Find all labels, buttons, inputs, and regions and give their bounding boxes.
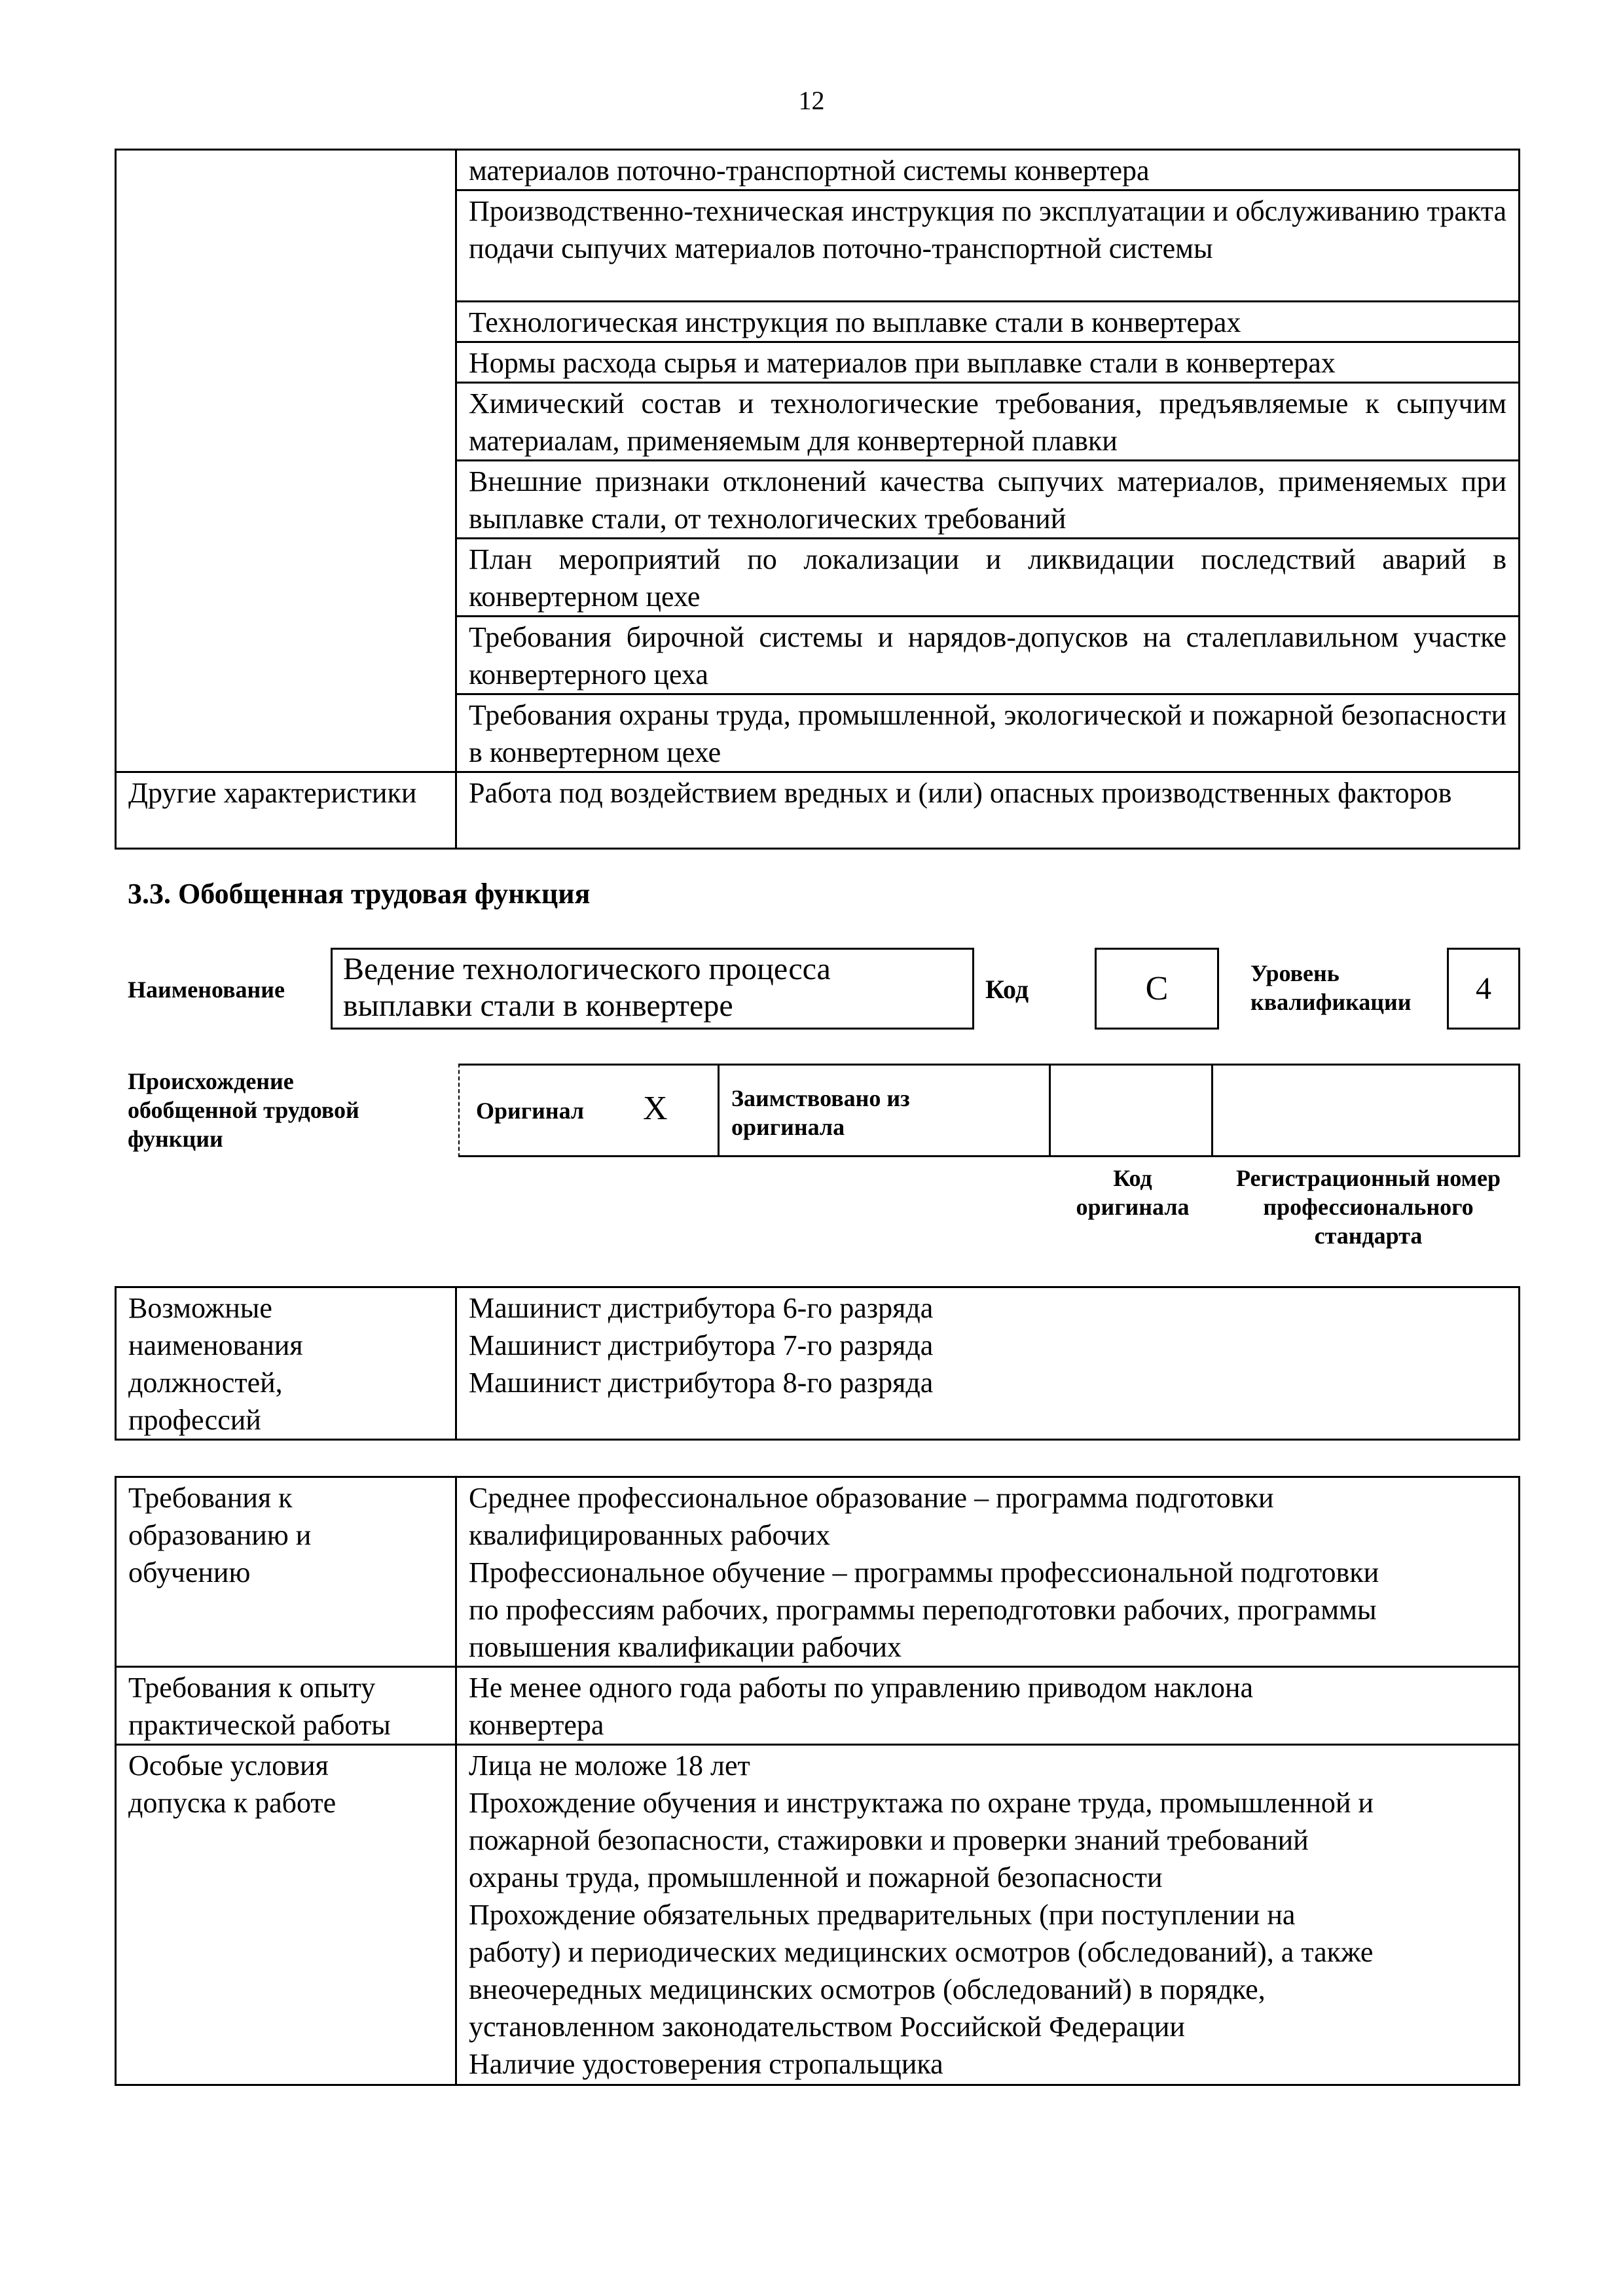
origin-label — [128, 1067, 359, 1153]
table-row: Производственно-техническая инструкция по эксплуатации и обслуживанию тракта подачи сыпучих материалов поточно-транспортной системы — [456, 190, 1520, 302]
positions-label-line: Возможные — [128, 1292, 272, 1324]
experience-label-line: Требования к опыту — [128, 1672, 376, 1704]
conditions-line: работу) и периодических медицинских осмотров (обследований), а также — [469, 1936, 1374, 1968]
borrowed-label-line: Заимствовано из — [731, 1085, 910, 1111]
requirements-table — [115, 1476, 1520, 2086]
conditions-label — [116, 1745, 456, 2085]
conditions-line: Прохождение обязательных предварительных (при поступлении на — [469, 1899, 1296, 1931]
table-row: Требования бирочной системы и нарядов-допусков на сталеплавильном участке конвертерного цеха — [456, 617, 1520, 694]
experience-line: Не менее одного года работы по управлению приводом наклона — [469, 1672, 1254, 1704]
conditions-line: охраны труда, промышленной и пожарной безопасности — [469, 1861, 1163, 1893]
conditions-line: Прохождение обучения и инструктажа по охране труда, промышленной и — [469, 1787, 1374, 1819]
borrowed-label — [731, 1084, 910, 1141]
code-caption — [1048, 1164, 1218, 1221]
conditions-line: установленном законодательством Российской Федерации — [469, 2011, 1185, 2043]
top-table — [115, 149, 1520, 850]
education-line: квалифицированных рабочих — [469, 1519, 830, 1551]
education-label-line: обучению — [128, 1556, 251, 1588]
positions-list — [456, 1287, 1520, 1440]
positions-label — [116, 1287, 456, 1440]
experience-label — [116, 1667, 456, 1745]
conditions-line: внеочередных медицинских осмотров (обследований) в порядке, — [469, 1973, 1266, 2005]
list-item: Машинист дистрибутора 8-го разряда — [469, 1367, 934, 1399]
experience-label-line: практической работы — [128, 1709, 391, 1741]
code-label: Код — [985, 975, 1029, 1004]
code-caption-line: Код — [1113, 1165, 1152, 1191]
table-row: Химический состав и технологические требования, предъявляемые к сыпучим материалам, применяемым для конвертерной плавки — [456, 383, 1520, 461]
empty-label-cell — [116, 150, 456, 772]
original-cell — [460, 1066, 720, 1155]
origin-table — [458, 1064, 1520, 1157]
section-title: 3.3. Обобщенная трудовая функция — [128, 878, 591, 910]
positions-label-line: наименования — [128, 1329, 303, 1361]
table-row: Внешние признаки отклонений качества сыпучих материалов, применяемых при выплавке стали, от технологических требований — [456, 461, 1520, 539]
code-caption-line: оригинала — [1076, 1194, 1190, 1220]
table-row: План мероприятий по локализации и ликвидации последствий аварий в конвертерном цехе — [456, 539, 1520, 617]
original-code-cell — [1049, 1066, 1213, 1155]
name-value-line: Ведение технологического процесса — [343, 952, 831, 986]
reg-caption-line: профессионального — [1263, 1194, 1474, 1220]
original-mark: X — [643, 1090, 668, 1127]
positions-label-line: должностей, — [128, 1367, 283, 1399]
page-number: 12 — [798, 86, 825, 115]
table-row: Требования охраны труда, промышленной, экологической и пожарной безопасности в конвертерном цехе — [456, 694, 1520, 772]
education-text — [456, 1477, 1520, 1667]
conditions-label-line: допуска к работе — [128, 1787, 337, 1819]
reg-caption-line: стандарта — [1314, 1223, 1423, 1249]
level-label — [1250, 959, 1412, 1016]
table-row: Работа под воздействием вредных и (или) опасных производственных факторов — [456, 772, 1520, 849]
reg-caption-line: Регистрационный номер — [1235, 1165, 1501, 1191]
borrowed-label-line: оригинала — [731, 1114, 845, 1140]
level-label-line: Уровень — [1250, 960, 1340, 986]
experience-text — [456, 1667, 1520, 1745]
education-line: Профессиональное обучение – программы профессиональной подготовки — [469, 1556, 1379, 1588]
origin-label-line: функции — [128, 1126, 223, 1152]
conditions-line: пожарной безопасности, стажировки и проверки знаний требований — [469, 1824, 1309, 1856]
conditions-label-line: Особые условия — [128, 1749, 329, 1782]
origin-label-line: обобщенной трудовой — [128, 1097, 359, 1123]
table-row: Нормы расхода сырья и материалов при выплавке стали в конвертерах — [456, 342, 1520, 383]
education-line: по профессиям рабочих, программы переподготовки рабочих, программы — [469, 1594, 1377, 1626]
education-label-line: Требования к — [128, 1482, 293, 1514]
education-line: Среднее профессиональное образование – программа подготовки — [469, 1482, 1274, 1514]
level-value: 4 — [1447, 948, 1520, 1030]
original-label: Оригинал — [476, 1098, 585, 1124]
positions-label-line: профессий — [128, 1404, 261, 1436]
name-value-box — [331, 948, 974, 1030]
education-line: повышения квалификации рабочих — [469, 1631, 902, 1663]
reg-number-caption — [1214, 1164, 1522, 1250]
level-label-line: квалификации — [1250, 989, 1412, 1015]
conditions-line: Наличие удостоверения стропальщика — [469, 2048, 943, 2080]
experience-line: конвертера — [469, 1709, 604, 1741]
code-value: С — [1095, 948, 1219, 1030]
other-characteristics-label: Другие характеристики — [116, 772, 456, 849]
education-label-line: образованию и — [128, 1519, 312, 1551]
name-label: Наименование — [128, 977, 285, 1003]
name-value-line: выплавки стали в конвертере — [343, 988, 733, 1023]
list-item: Машинист дистрибутора 6-го разряда — [469, 1292, 934, 1324]
conditions-line: Лица не моложе 18 лет — [469, 1749, 750, 1782]
table-row: Технологическая инструкция по выплавке стали в конвертерах — [456, 302, 1520, 342]
positions-table — [115, 1286, 1520, 1441]
conditions-text — [456, 1745, 1520, 2085]
education-label — [116, 1477, 456, 1667]
list-item: Машинист дистрибутора 7-го разряда — [469, 1329, 934, 1361]
table-row: материалов поточно-транспортной системы конвертера — [456, 150, 1520, 190]
origin-label-line: Происхождение — [128, 1068, 294, 1094]
